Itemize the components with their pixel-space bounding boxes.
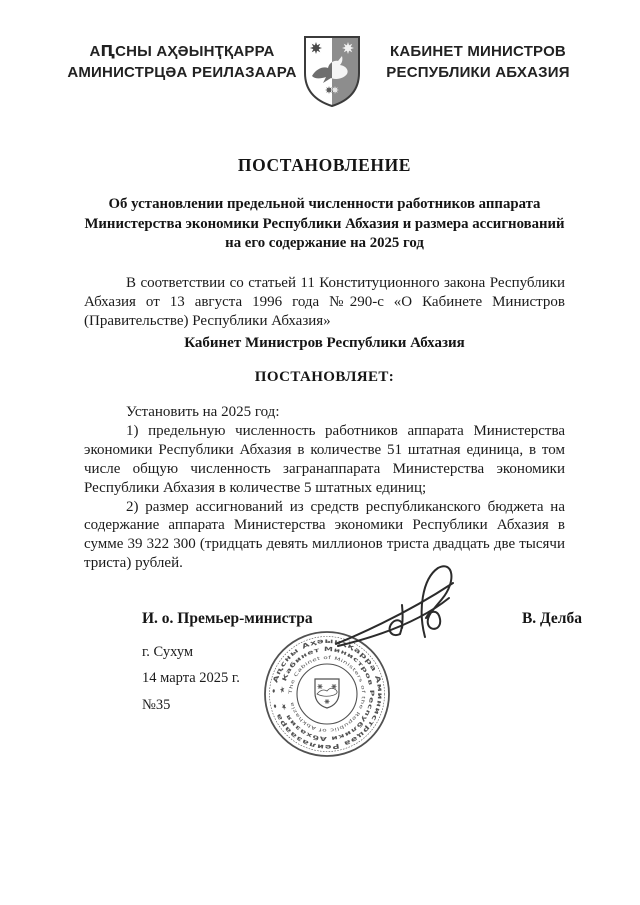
signatory-position: И. о. Премьер-министра [142,610,313,627]
coat-of-arms-icon [302,35,362,108]
body-intro: Установить на 2025 год: [126,404,280,420]
document-subject: Об установлении предельной численности работников аппарата Министерства экономики Республики Абхазия и размера ассигнований на его содержание на 2025 год [84,196,565,251]
footer-date: 14 марта 2025 г. [142,670,240,686]
header-abkhaz-title [62,41,302,83]
stamp-ring-inner-text: The Cabinet of Ministers of the Republic of Abkhazia [288,655,366,733]
issuing-authority: Кабинет Министров Республики Абхазия [184,335,465,351]
stamp-center-emblem [315,679,339,708]
header-abkhaz-line2: АМИНИСТРЦӘА РЕИЛАЗААРА [67,64,297,81]
handwritten-signature [322,549,482,655]
header-russian-line2: РЕСПУБЛИКИ АБХАЗИЯ [386,64,570,81]
header-russian-line1: КАБИНЕТ МИНИСТРОВ [390,43,566,60]
footer-city: г. Сухум [142,644,194,660]
footer-number: №35 [142,697,171,713]
header-russian-title [372,41,584,83]
svg-text:The Cabinet of Ministers of th [288,655,366,733]
body-item-1: 1) предельную численность работников аппарата Министерства экономики Республики Абхазия в количестве 51 штатная единица, в том числе общую численность загранаппарата Министерства экономики Республики Абхазия в количестве 5 штатных единиц; [84,422,565,496]
header-abkhaz-line1: АԤСНЫ АҲӘЫНҬҚАРРА [89,43,275,60]
body-item-2: 2) размер ассигнований из средств республиканского бюджета на содержание аппарата Министерства экономики Республики Абхазия в сумме 39 322 300 (тридцать девять миллионов триста двадцать две тысячи триста) рублей. [84,498,565,572]
preamble-paragraph: В соответствии со статьей 11 Конституционного закона Республики Абхазия от 13 августа 1996 года №290-с «О Кабинете Министров (Правительстве) Республики Абхазия» [84,275,565,329]
resolution-body [84,403,565,573]
resolves-heading: ПОСТАНОВЛЯЕТ: [254,369,395,385]
signatory-name: В. Делба [521,610,582,627]
stamp-ring-outer-text: • Аԥсны Аҳәынҭқарра Аминистрцәа Реилазаара • [269,636,385,752]
document-title: ПОСТАНОВЛЕНИЕ [237,155,412,175]
stamp-ring-middle-text: ★ Кабинет Министров Республики Абхазия ★ [279,646,375,742]
